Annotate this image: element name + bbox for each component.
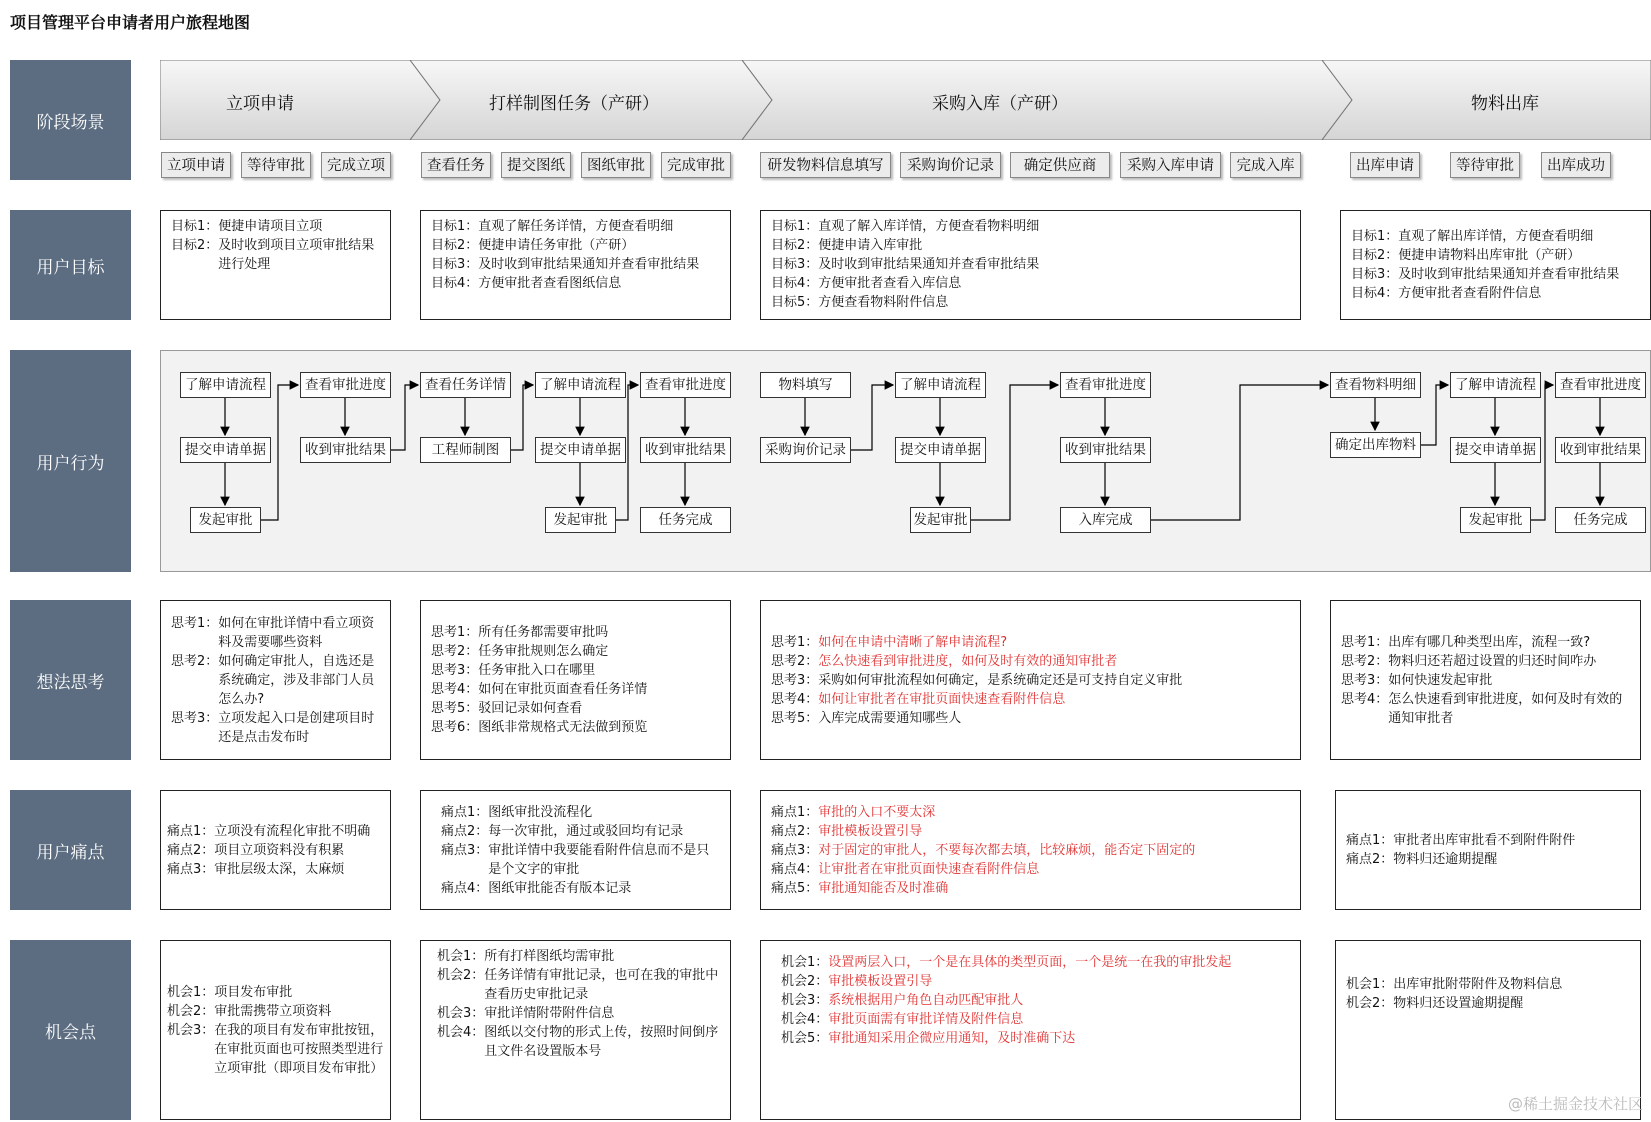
- flow-node: 提交申请单据: [895, 437, 986, 463]
- step-chip: 图纸审批: [581, 152, 651, 178]
- card-line: [431, 699, 720, 718]
- card-line-prefix: 思考4：: [771, 691, 819, 707]
- card-line: [441, 879, 720, 898]
- card-line-text: 怎么快速看到审批进度，如何及时有效的通知审批者: [818, 653, 1118, 669]
- card-line-text: 任务详情有审批记录，也可在我的审批中查看历史审批记录: [484, 968, 719, 1002]
- card-line-prefix: 目标1：: [771, 219, 819, 234]
- card-line-text: 图纸非常规格式无法做到预览: [478, 720, 648, 735]
- watermark: @稀土掘金技术社区: [1507, 1095, 1643, 1113]
- flow-node: 查看审批进度: [300, 372, 391, 398]
- card-line-prefix: 机会1：: [167, 984, 215, 1000]
- card-line-text: 项目发布审批: [214, 984, 293, 1000]
- card-line-text: 任务审批入口在哪里: [478, 663, 596, 678]
- card-line: [781, 953, 1290, 972]
- card-line-text: 如何让审批者在审批页面快速查看附件信息: [818, 691, 1066, 707]
- card-line: [771, 293, 1290, 312]
- card-line: [781, 1010, 1290, 1029]
- card-line: [1351, 246, 1640, 265]
- row-label-pain: 用户痛点: [10, 790, 131, 910]
- card-line-prefix: 思考3：: [431, 663, 479, 678]
- card-line-text: 如何快速发起审批: [1388, 672, 1493, 688]
- card-line: [167, 1002, 386, 1021]
- card-line-prefix: 机会5：: [781, 1031, 829, 1046]
- card-line-prefix: 痛点1：: [771, 804, 819, 820]
- card-line-prefix: 目标2：: [171, 238, 219, 253]
- card-line-text: 物料归还设置逾期提醒: [1393, 996, 1524, 1011]
- flow-node: 提交申请单据: [1450, 437, 1541, 463]
- card-line-prefix: 痛点1：: [441, 804, 489, 820]
- flow-node: 查看任务详情: [420, 372, 511, 398]
- card-line: [431, 217, 720, 236]
- card-line: [1351, 284, 1640, 303]
- card-line-prefix: 思考2：: [431, 644, 479, 659]
- card-line-prefix: 思考5：: [431, 701, 479, 716]
- flow-node: 入库完成: [1060, 507, 1151, 533]
- flow-node: 确定出库物料: [1330, 432, 1421, 458]
- card-line-prefix: 机会3：: [437, 1006, 485, 1021]
- card-line-text: 及时收到审批结果通知并查看审批结果: [818, 257, 1040, 272]
- goal-card: [1340, 210, 1651, 320]
- card-line-prefix: 机会2：: [437, 968, 485, 983]
- card-line-prefix: 思考4：: [1341, 691, 1389, 707]
- thinking-card: [420, 600, 731, 760]
- step-chip: 出库成功: [1541, 152, 1611, 178]
- card-line: [437, 966, 720, 1004]
- card-line-prefix: 目标5：: [771, 295, 819, 310]
- card-line-prefix: 思考3：: [171, 710, 219, 726]
- card-line-prefix: 痛点2：: [771, 823, 819, 839]
- thinking-card: [1330, 600, 1641, 760]
- flow-node: 了解申请流程: [895, 372, 986, 398]
- card-line-prefix: 机会3：: [167, 1022, 215, 1038]
- step-chip: 出库申请: [1350, 152, 1420, 178]
- flow-node: 查看物料明细: [1330, 372, 1421, 398]
- flow-node: 了解申请流程: [535, 372, 626, 398]
- card-line-text: 直观了解入库详情，方便查看物料明细: [818, 219, 1040, 234]
- stage-chevrons: [160, 60, 1651, 140]
- flow-node: 任务完成: [1555, 507, 1646, 533]
- page-title: 项目管理平台申请者用户旅程地图: [10, 13, 251, 32]
- card-line-prefix: 思考5：: [771, 710, 819, 726]
- step-chip: 确定供应商: [1010, 152, 1110, 178]
- stage-name-2: 打样制图任务（产研）: [489, 94, 659, 114]
- card-line: [171, 709, 380, 747]
- card-line: [167, 983, 386, 1002]
- card-line-text: 审批页面需有审批详情及附件信息: [828, 1012, 1024, 1027]
- card-line-text: 在我的项目有发布审批按钮，在审批页面也可按照类型进行立项审批（即项目发布审批）: [214, 1022, 384, 1076]
- pain-card: [160, 790, 391, 910]
- card-line-prefix: 痛点5：: [771, 880, 819, 896]
- card-line-prefix: 机会2：: [1346, 996, 1394, 1011]
- card-line: [1346, 831, 1630, 850]
- stage-name-4: 物料出库: [1471, 94, 1539, 114]
- card-line-text: 所有任务都需要审批吗: [478, 625, 609, 640]
- card-line-prefix: 痛点1：: [167, 823, 215, 839]
- card-line: [171, 652, 380, 709]
- row-label-behavior: 用户行为: [10, 350, 131, 572]
- card-line: [771, 633, 1290, 652]
- card-line-text: 如何在审批详情中看立项资料及需要哪些资料: [218, 615, 375, 650]
- card-line-prefix: 目标3：: [1351, 267, 1399, 282]
- step-chip: 完成入库: [1230, 152, 1301, 178]
- card-line-prefix: 思考1：: [1341, 634, 1389, 650]
- card-line: [167, 860, 386, 879]
- card-line-text: 入库完成需要通知哪些人: [818, 710, 962, 726]
- card-line-text: 每一次审批，通过或驳回均有记录: [488, 823, 684, 839]
- card-line: [431, 274, 720, 293]
- card-line: [431, 661, 720, 680]
- row-label-opportunity: 机会点: [10, 940, 131, 1120]
- card-line-text: 物料归还逾期提醒: [1393, 852, 1498, 867]
- card-line: [1346, 994, 1630, 1013]
- card-line-prefix: 思考2：: [1341, 653, 1389, 669]
- step-chip: 完成立项: [321, 152, 391, 178]
- card-line: [771, 803, 1290, 822]
- flow-node: 采购询价记录: [760, 437, 851, 463]
- card-line-prefix: 痛点3：: [771, 842, 819, 858]
- step-chip: 采购询价记录: [900, 152, 1001, 178]
- card-line-prefix: 目标1：: [431, 219, 479, 234]
- pain-card: [760, 790, 1301, 910]
- flow-node: 发起审批: [190, 507, 261, 533]
- flow-node: 收到审批结果: [300, 437, 391, 463]
- goal-card: [160, 210, 391, 320]
- card-line: [167, 841, 386, 860]
- card-line-prefix: 思考3：: [771, 672, 819, 688]
- card-line-text: 立项没有流程化审批不明确: [214, 823, 371, 839]
- card-line-prefix: 思考2：: [171, 653, 219, 669]
- step-chip: 查看任务: [421, 152, 491, 178]
- card-line: [437, 1023, 720, 1061]
- card-line-text: 如何在审批页面查看任务详情: [478, 682, 648, 697]
- card-line: [771, 879, 1290, 898]
- card-line-text: 如何确定审批人，自选还是系统确定，涉及非部门人员怎么办?: [218, 653, 375, 707]
- card-line: [771, 860, 1290, 879]
- card-line-text: 方便审批者查看图纸信息: [478, 276, 622, 291]
- card-line-prefix: 目标2：: [1351, 248, 1399, 263]
- card-line-text: 审批的入口不要太深: [818, 804, 936, 820]
- step-chip: 等待审批: [241, 152, 311, 178]
- flow-node: 收到审批结果: [1060, 437, 1151, 463]
- card-line-prefix: 思考6：: [431, 720, 479, 735]
- card-line-prefix: 目标4：: [1351, 286, 1399, 301]
- card-line: [781, 1029, 1290, 1048]
- row-label-thinking: 想法思考: [10, 600, 131, 760]
- card-line: [441, 841, 720, 879]
- card-line-text: 立项发起入口是创建项目时还是点击发布时: [218, 710, 375, 745]
- card-line-prefix: 思考1：: [771, 634, 819, 650]
- card-line-prefix: 痛点1：: [1346, 833, 1394, 848]
- card-line-prefix: 痛点4：: [771, 861, 819, 877]
- card-line-prefix: 思考2：: [771, 653, 819, 669]
- card-line-text: 图纸审批没流程化: [488, 804, 593, 820]
- step-chip: 等待审批: [1450, 152, 1520, 178]
- card-line-text: 便捷申请项目立项: [218, 219, 323, 234]
- card-line-prefix: 目标1：: [171, 219, 219, 234]
- card-line-text: 及时收到审批结果通知并查看审批结果: [478, 257, 700, 272]
- card-line-prefix: 机会4：: [437, 1025, 485, 1040]
- card-line-prefix: 痛点4：: [441, 880, 489, 896]
- card-line-text: 如何在申请中清晰了解申请流程?: [818, 634, 1008, 650]
- card-line-text: 便捷申请入库审批: [818, 238, 923, 253]
- card-line-prefix: 机会1：: [437, 949, 485, 964]
- card-line-text: 便捷申请任务审批（产研）: [478, 238, 635, 253]
- thinking-card: [760, 600, 1301, 760]
- flow-node: 提交申请单据: [180, 437, 271, 463]
- card-line: [431, 680, 720, 699]
- flow-node: 工程师制图: [420, 437, 511, 463]
- card-line-text: 审批通知能否及时准确: [818, 880, 949, 896]
- step-chip: 提交图纸: [501, 152, 571, 178]
- opportunity-card: [760, 940, 1301, 1120]
- card-line-text: 驳回记录如何查看: [478, 701, 583, 716]
- thinking-card: [160, 600, 391, 760]
- card-line-text: 及时收到审批结果通知并查看审批结果: [1398, 267, 1620, 282]
- card-line: [771, 690, 1290, 709]
- card-line-prefix: 思考1：: [171, 615, 219, 631]
- card-line: [771, 841, 1290, 860]
- step-chip: 采购入库申请: [1120, 152, 1221, 178]
- card-line-prefix: 痛点2：: [167, 842, 215, 858]
- card-line: [781, 972, 1290, 991]
- card-line: [441, 803, 720, 822]
- card-line: [1351, 265, 1640, 284]
- card-line: [1341, 671, 1630, 690]
- flow-node: 发起审批: [1460, 507, 1531, 533]
- card-line-prefix: 痛点2：: [441, 823, 489, 839]
- card-line-text: 审批通知采用企微应用通知，及时准确下达: [828, 1031, 1076, 1046]
- card-line-text: 审批者出库审批看不到附件附件: [1393, 833, 1576, 848]
- card-line-prefix: 机会1：: [781, 955, 829, 970]
- opportunity-card: [420, 940, 731, 1120]
- card-line-text: 方便审批者查看入库信息: [818, 276, 962, 291]
- card-line-text: 便捷申请物料出库审批（产研）: [1398, 248, 1581, 263]
- card-line-prefix: 痛点3：: [167, 861, 215, 877]
- card-line-text: 对于固定的审批人，不要每次都去填，比较麻烦，能否定下固定的: [818, 842, 1196, 858]
- card-line: [441, 822, 720, 841]
- card-line: [1351, 227, 1640, 246]
- stage-name-1: 立项申请: [226, 94, 294, 114]
- card-line: [431, 642, 720, 661]
- card-line: [771, 274, 1290, 293]
- row-label-stage: 阶段场景: [10, 60, 131, 180]
- card-line-text: 审批详情中我要能看附件信息而不是只是个文字的审批: [488, 842, 710, 877]
- card-line: [771, 709, 1290, 728]
- card-line-text: 直观了解出库详情，方便查看明细: [1398, 229, 1594, 244]
- flow-node: 任务完成: [640, 507, 731, 533]
- card-line: [171, 236, 380, 274]
- flow-node: 收到审批结果: [640, 437, 731, 463]
- card-line: [431, 236, 720, 255]
- flow-node: 提交申请单据: [535, 437, 626, 463]
- card-line-text: 出库审批附带附件及物料信息: [1393, 977, 1563, 992]
- card-line-text: 所有打样图纸均需审批: [484, 949, 615, 964]
- card-line-text: 系统根据用户角色自动匹配审批人: [828, 993, 1024, 1008]
- card-line: [781, 991, 1290, 1010]
- card-line: [1341, 652, 1630, 671]
- card-line-text: 方便审批者查看附件信息: [1398, 286, 1542, 301]
- card-line-text: 项目立项资料没有积累: [214, 842, 345, 858]
- card-line-text: 图纸审批能否有版本记录: [488, 880, 632, 896]
- card-line: [771, 255, 1290, 274]
- step-chip: 完成审批: [661, 152, 731, 178]
- card-line: [771, 236, 1290, 255]
- goal-card: [420, 210, 731, 320]
- pain-card: [420, 790, 731, 910]
- card-line-text: 物料归还若超过设置的归还时间咋办: [1388, 653, 1597, 669]
- card-line: [171, 217, 380, 236]
- card-line-text: 图纸以交付物的形式上传，按照时间倒序且文件名设置版本号: [484, 1025, 719, 1059]
- card-line-prefix: 机会4：: [781, 1012, 829, 1027]
- card-line-text: 采购如何审批流程如何确定，是系统确定还是可支持自定义审批: [818, 672, 1183, 688]
- stage-chevron-1: [160, 60, 440, 140]
- card-line-prefix: 痛点2：: [1346, 852, 1394, 867]
- card-line-text: 任务审批规则怎么确定: [478, 644, 609, 659]
- card-line: [167, 1021, 386, 1078]
- card-line-text: 出库有哪几种类型出库，流程一致?: [1388, 634, 1591, 650]
- flow-node: 发起审批: [545, 507, 616, 533]
- card-line-text: 审批详情附带附件信息: [484, 1006, 615, 1021]
- flow-node: 了解申请流程: [180, 372, 271, 398]
- card-line-prefix: 机会1：: [1346, 977, 1394, 992]
- card-line-text: 审批层级太深，太麻烦: [214, 861, 345, 877]
- card-line: [1341, 690, 1630, 728]
- pain-card: [1335, 790, 1641, 910]
- card-line: [431, 718, 720, 737]
- card-line-prefix: 思考4：: [431, 682, 479, 697]
- card-line-prefix: 思考3：: [1341, 672, 1389, 688]
- card-line: [771, 822, 1290, 841]
- card-line: [1346, 850, 1630, 869]
- card-line: [431, 623, 720, 642]
- goal-card: [760, 210, 1301, 320]
- card-line-prefix: 机会2：: [781, 974, 829, 989]
- card-line: [1341, 633, 1630, 652]
- card-line-text: 直观了解任务详情，方便查看明细: [478, 219, 674, 234]
- opportunity-card: [160, 940, 391, 1120]
- card-line-prefix: 目标3：: [431, 257, 479, 272]
- card-line-prefix: 机会2：: [167, 1003, 215, 1019]
- step-chip: 研发物料信息填写: [760, 152, 891, 178]
- card-line: [437, 947, 720, 966]
- card-line-prefix: 机会3：: [781, 993, 829, 1008]
- flow-node: 发起审批: [910, 507, 971, 533]
- card-line-text: 设置两层入口，一个是在具体的类型页面，一个是统一在我的审批发起: [828, 955, 1232, 970]
- flow-node: 查看审批进度: [640, 372, 731, 398]
- card-line-text: 审批模板设置引导: [828, 974, 933, 989]
- flow-node: 了解申请流程: [1450, 372, 1541, 398]
- card-line-text: 方便查看物料附件信息: [818, 295, 949, 310]
- card-line-prefix: 目标2：: [771, 238, 819, 253]
- card-line: [771, 671, 1290, 690]
- card-line-text: 审批模板设置引导: [818, 823, 923, 839]
- stage-name-3: 采购入库（产研）: [932, 94, 1068, 114]
- flow-node: 查看审批进度: [1060, 372, 1151, 398]
- card-line-text: 怎么快速看到审批进度，如何及时有效的通知审批者: [1388, 691, 1623, 726]
- card-line-prefix: 目标3：: [771, 257, 819, 272]
- card-line: [771, 217, 1290, 236]
- card-line: [1346, 975, 1630, 994]
- card-line-prefix: 目标1：: [1351, 229, 1399, 244]
- card-line-prefix: 思考1：: [431, 625, 479, 640]
- card-line: [431, 255, 720, 274]
- card-line-text: 审批需携带立项资料: [214, 1003, 332, 1019]
- row-label-goal: 用户目标: [10, 210, 131, 320]
- card-line: [771, 652, 1290, 671]
- card-line-text: 让审批者在审批页面快速查看附件信息: [818, 861, 1040, 877]
- card-line: [437, 1004, 720, 1023]
- flow-node: 查看审批进度: [1555, 372, 1646, 398]
- card-line: [167, 822, 386, 841]
- step-chip: 立项申请: [161, 152, 231, 178]
- card-line-prefix: 目标4：: [771, 276, 819, 291]
- card-line: [171, 614, 380, 652]
- flow-node: 收到审批结果: [1555, 437, 1646, 463]
- card-line-prefix: 目标2：: [431, 238, 479, 253]
- flow-node: 物料填写: [760, 372, 851, 398]
- card-line-prefix: 痛点3：: [441, 842, 489, 858]
- card-line-text: 及时收到项目立项审批结果进行处理: [218, 238, 375, 272]
- card-line-prefix: 目标4：: [431, 276, 479, 291]
